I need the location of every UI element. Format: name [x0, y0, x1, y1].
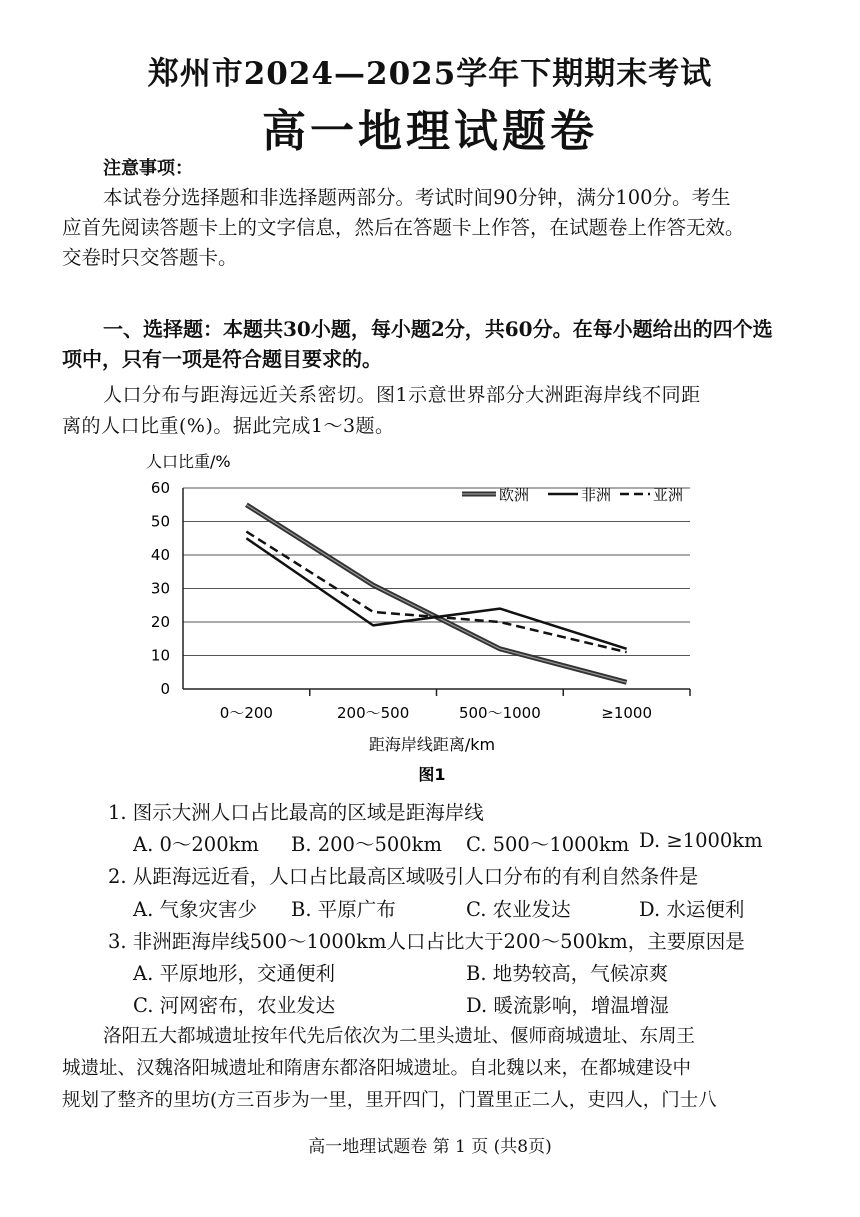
- legend-label: 欧洲: [499, 486, 530, 504]
- exam-title-line1: 郑州市2024—2025学年下期期末考试: [147, 56, 713, 92]
- notice-heading: 注意事项：: [103, 158, 193, 179]
- question-1-stem: 1. 图示大洲人口占比最高的区域是距海岸线: [108, 801, 484, 824]
- question-1-option-c: C. 500～1000km: [466, 833, 630, 856]
- x-tick-label: 0～200: [219, 704, 273, 722]
- chart-ylabel: 人口比重/%: [146, 452, 231, 471]
- question-3-option-d: D. 暖流影响，增温增湿: [466, 994, 669, 1017]
- passage-line3: 规划了整齐的里坊(方三百步为一里，里开四门，门置里正二人，吏四人，门士八: [62, 1090, 717, 1111]
- population-chart: [0, 440, 860, 790]
- question-1-option-b: B. 200～500km: [291, 833, 442, 856]
- y-tick-label: 10: [150, 646, 170, 665]
- chart-xticks: [220, 704, 652, 722]
- question-2-option-a: A. 气象灾害少: [133, 898, 257, 921]
- question-2-option-d: D. 水运便利: [639, 898, 745, 921]
- chart-yticks: [151, 479, 170, 698]
- question-1-option-d: D. ≥1000km: [639, 829, 763, 852]
- question-2-stem: 2. 从距海远近看，人口占比最高区域吸引人口分布的有利自然条件是: [108, 865, 699, 888]
- y-tick-label: 0: [160, 680, 170, 698]
- question-2-option-b: B. 平原广布: [291, 898, 396, 921]
- question-3-option-b: B. 地势较高，气候凉爽: [466, 962, 669, 985]
- notice-line2: 应首先阅读答题卡上的文字信息，然后在答题卡上作答，在试题卷上作答无效。: [62, 216, 745, 239]
- passage-line1: 洛阳五大都城遗址按年代先后依次为二里头遗址、偃师商城遗址、东周王: [103, 1026, 696, 1047]
- legend-label: 非洲: [581, 486, 612, 504]
- legend-label: 亚洲: [653, 486, 684, 504]
- chart-grid: [183, 488, 690, 696]
- notice-line3: 交卷时只交答题卡。: [62, 246, 238, 269]
- y-tick-label: 40: [150, 546, 170, 564]
- section-heading-line1: 一、选择题：本题共30小题，每小题2分，共60分。在每小题给出的四个选: [103, 317, 773, 341]
- intro-line1: 人口分布与距海远近关系密切。图1示意世界部分大洲距海岸线不同距: [103, 384, 701, 406]
- section-heading-line2: 项中，只有一项是符合题目要求的。: [62, 347, 382, 371]
- intro-line2: 离的人口比重(%)。据此完成1～3题。: [62, 415, 395, 437]
- chart-legend: [462, 486, 683, 504]
- y-tick-label: 20: [150, 613, 170, 631]
- question-2-option-c: C. 农业发达: [466, 898, 571, 921]
- y-tick-label: 60: [150, 479, 170, 497]
- x-tick-label: 200～500: [336, 704, 410, 722]
- x-tick-label: 500～1000: [458, 704, 541, 722]
- y-tick-label: 30: [150, 579, 170, 598]
- chart-xlabel: 距海岸线距离/km: [368, 735, 496, 754]
- exam-title-line2: 高一地理试题卷: [262, 106, 598, 157]
- passage-line2: 城遗址、汉魏洛阳城遗址和隋唐东都洛阳城遗址。自北魏以来，在都城建设中: [62, 1058, 692, 1079]
- chart-caption: 图1: [418, 765, 446, 784]
- question-3-option-c: C. 河网密布，农业发达: [133, 994, 336, 1017]
- question-3-option-a: A. 平原地形，交通便利: [133, 962, 335, 985]
- y-tick-label: 50: [150, 512, 170, 531]
- series-line-3: [246, 532, 626, 653]
- notice-line1: 本试卷分选择题和非选择题两部分。考试时间90分钟，满分100分。考生: [103, 186, 731, 209]
- page-footer: 高一地理试题卷 第 1 页 (共8页): [308, 1137, 552, 1157]
- x-tick-label: ≥1000: [601, 704, 652, 722]
- question-3-stem: 3. 非洲距海岸线500～1000km人口占比大于200～500km，主要原因是: [108, 930, 745, 953]
- question-1-option-a: A. 0～200km: [133, 833, 259, 856]
